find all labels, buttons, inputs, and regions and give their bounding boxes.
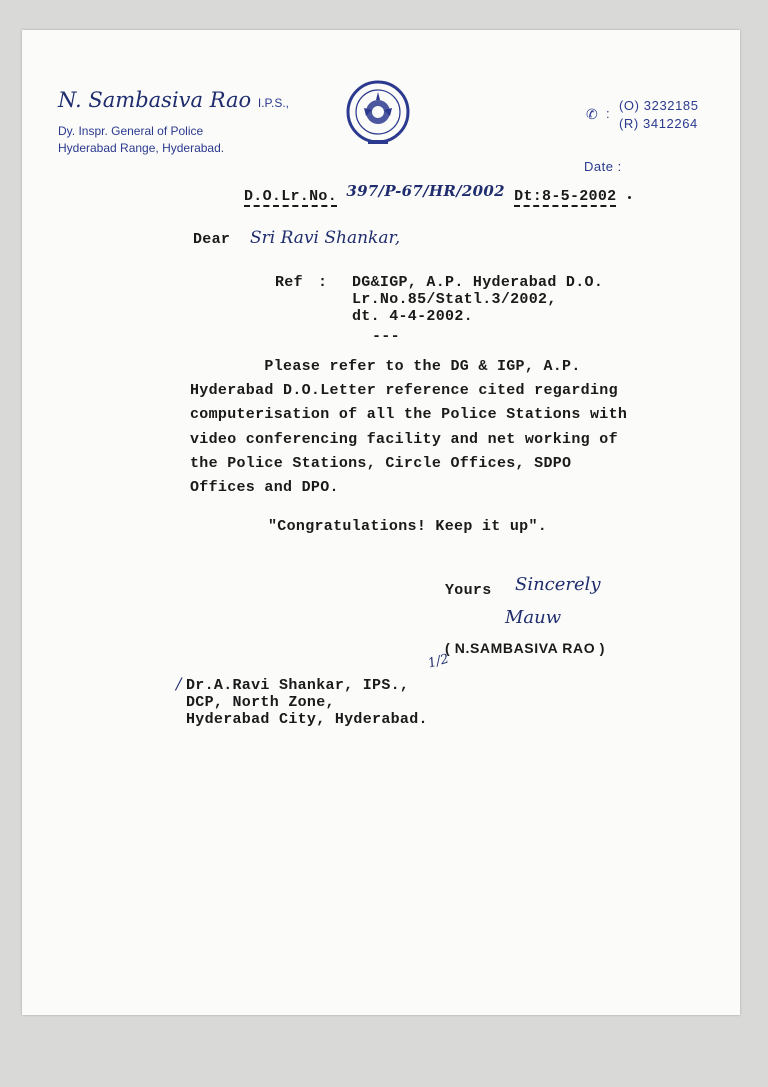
letterhead-office: Hyderabad Range, Hyderabad. [58, 141, 225, 155]
ref-line: Lr.No.85/Statl.3/2002, [352, 291, 557, 308]
signer-name: ( N.SAMBASIVA RAO ) [445, 640, 605, 656]
ref-label: Ref [275, 274, 303, 291]
margin-mark: 1/2 [426, 651, 451, 672]
body-line: Offices and DPO. [190, 479, 339, 497]
letterhead-name-text: N. Sambasiva Rao [58, 88, 252, 112]
ref-text [352, 274, 603, 325]
do-reference-number: 397/P-67/HR/2002 [346, 182, 505, 200]
body-line: video conferencing facility and net working of [190, 430, 618, 448]
addressee-block [186, 677, 428, 728]
do-reference-date: Dt:8-5-2002 [514, 188, 617, 205]
body-line: Hyderabad D.O.Letter reference cited regarding [190, 382, 618, 400]
ref-colon: : [318, 274, 328, 291]
police-emblem-icon [344, 80, 412, 148]
letter-body [190, 355, 627, 500]
letterhead-name [58, 88, 289, 112]
do-reference-prefix: D.O.Lr.No. [244, 188, 338, 205]
phone-colon: : [606, 106, 610, 121]
letterhead-designation: Dy. Inspr. General of Police [58, 124, 204, 138]
tick-mark: / [176, 674, 182, 693]
closing-handwritten: Sincerely [515, 574, 601, 595]
addressee-line: Hyderabad City, Hyderabad. [186, 711, 428, 728]
date-label: Date : [584, 159, 622, 174]
body-line: computerisation of all the Police Stations with [190, 406, 628, 424]
phone-office: (O) 3232185 [619, 98, 699, 113]
salutation-name: Sri Ravi Shankar, [250, 228, 401, 248]
salutation: Dear [193, 231, 231, 248]
letterhead-name-suffix: I.P.S., [257, 96, 290, 110]
do-reference-line [244, 182, 617, 205]
ref-line: dt. 4-4-2002. [352, 308, 473, 325]
closing-word: Yours [445, 582, 492, 599]
addressee-line: Dr.A.Ravi Shankar, IPS., [186, 677, 410, 694]
phone-residence: (R) 3412264 [619, 116, 698, 131]
signature: Mauw [505, 607, 562, 628]
ref-line: DG&IGP, A.P. Hyderabad D.O. [352, 274, 604, 291]
congratulations-line: "Congratulations! Keep it up". [268, 518, 548, 535]
ref-separator: --- [372, 328, 400, 345]
stray-dot [628, 196, 631, 199]
body-line: the Police Stations, Circle Offices, SDPO [190, 454, 572, 472]
telephone-icon: ✆ [586, 106, 598, 122]
body-line: Please refer to the DG & IGP, A.P. [190, 358, 581, 375]
addressee-line: DCP, North Zone, [186, 694, 335, 711]
